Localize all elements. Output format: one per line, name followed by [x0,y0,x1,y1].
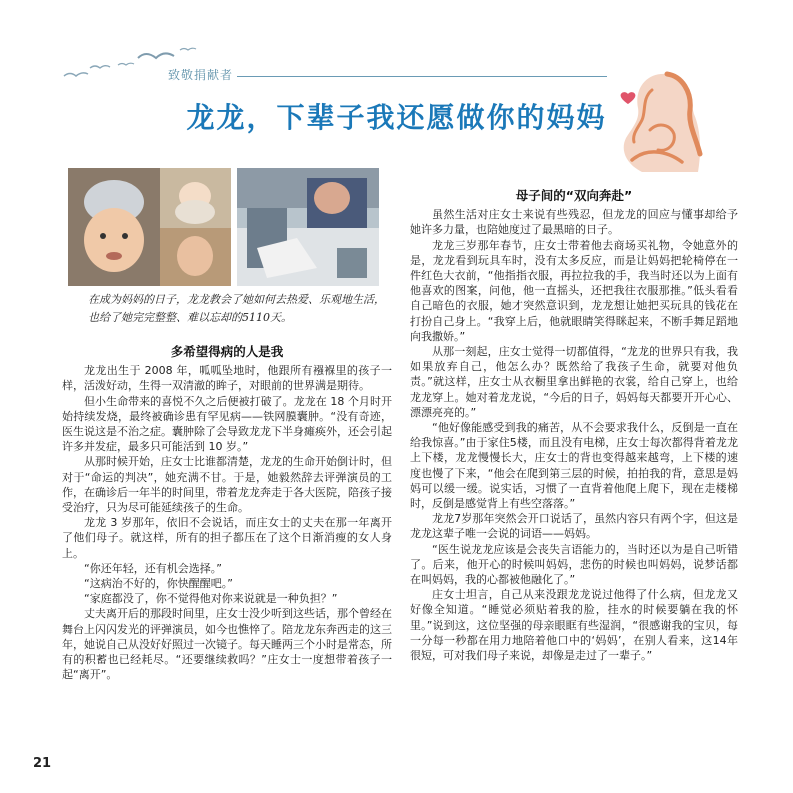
section-tag: 致敬捐献者 [168,68,234,82]
paragraph: 从那时候开始，庄女士比谁都清楚，龙龙的生命开始倒计时，但对于“命运的判决”，她充满不甘。于是，她毅然辞去评弹演员的工作，在确诊后一年半的时间里，带着龙龙奔走于各大医院，陪孩子接受治疗，只为尽可能延续孩子的生命。 [62,455,392,515]
photo-caption: 在成为妈妈的日子，龙龙教会了她如何去热爱、乐观地生活，也给了她完完整整、难以忘却的5110天。 [88,293,385,324]
article-title: 龙龙，下辈子我还愿做你的妈妈 [186,101,607,134]
paragraph: “他好像能感受到我的痛苦，从不会要求我什么，反倒是一直在给我惊喜。”由于家住5楼，而且没有电梯，庄女士每次都得背着龙龙上下楼，龙龙慢慢长大，庄女士的背也变得越来越弯，上下楼的速度也慢了下来，“他会在爬到第三层的时候，拍拍我的背，意思是妈妈可以缓一缓。说实话，习惯了一直背着他爬上爬下，现在走楼梯时，反倒是感觉背上有些空落落。” [410,421,738,511]
right-column [410,188,738,663]
left-column [62,344,392,682]
paragraph: “这病治不好的，你快醒醒吧。” [84,577,233,591]
paragraph: 龙龙出生于 2008 年，呱呱坠地时，他跟所有襁褓里的孩子一样，活泼好动，生得一双清澈的眸子，对眼前的世界满是期待。 [62,364,392,393]
paragraph: 丈夫离开后的那段时间里，庄女士没少听到这些话，那个曾经在舞台上闪闪发光的评弹演员，如今也憔悴了。陪龙龙东奔西走的这三年，她说自己从没好好照过一次镜子。每天睡两三个小时是常态，所有的积蓄也已经耗尽。“还要继续救吗？”庄女士一度想带着孩子一起“离开”。 [62,607,392,682]
left-section-heading: 多希望得病的人是我 [170,344,284,359]
paragraph: 龙龙7岁那年突然会开口说话了，虽然内容只有两个字，但这是龙龙这辈子唯一会说的词语——妈妈。 [410,512,738,541]
paragraph: 庄女士坦言，自己从来没跟龙龙说过他得了什么病，但龙龙又好像全知道。“睡觉必须贴着我的脸，挂水的时候要躺在我的怀里。”说到这，这位坚强的母亲眼眶有些湿润，“很感谢我的宝贝，每一分每一秒都在用力地陪着他口中的‘妈妈’，在别人看来，这14年很短，可对我们母子来说，却像是走过了一辈子。” [410,588,738,663]
right-section-heading: 母子间的“双向奔赴” [515,188,633,203]
paragraph: 虽然生活对庄女士来说有些残忍，但龙龙的回应与懂事却给予她许多力量，也陪她度过了最黑暗的日子。 [410,208,738,237]
paragraph: 龙龙三岁那年春节，庄女士带着他去商场买礼物，令她意外的是，龙龙看到玩具车时，没有太多反应，而是让妈妈把轮椅停在一件红色大衣前，“他指指衣服，再拉拉我的手，我当时还以为上面有他喜欢的图案，问他，他一直摇头，还把我往衣服那推。”低头看看自己暗色的衣服，她才突然意识到，龙龙想让她把买玩具的钱花在打扮自己身上。“我穿上后，他就眼睛笑得眯起来，不断手舞足蹈地向我撒娇。” [410,238,738,343]
header-divider [237,76,607,77]
paragraph: “家庭都没了，你不觉得他对你来说就是一种负担？” [84,592,338,606]
paragraph: “医生说龙龙应该是会丧失言语能力的，当时还以为是自己听错了。后来，他开心的时候叫妈妈，悲伤的时候也叫妈妈，说梦话都在叫妈妈，我的心都被他融化了。” [410,542,738,587]
paragraph: “你还年轻，还有机会选择。” [84,561,222,575]
page-number: 21 [33,756,52,771]
paragraph: 从那一刻起，庄女士觉得一切都值得，“龙龙的世界只有我，我如果放弃自己，他怎么办？既然给了我孩子生命，就要对他负责。”就这样，庄女士从衣橱里拿出鲜艳的衣裳，给自己穿上，也给龙龙穿上。她对着龙龙说，“今后的日子，妈妈每天都要开开心心、漂漂亮亮的。” [410,345,738,419]
paragraph: 龙龙 3 岁那年，依旧不会说话，而庄女士的丈夫在那一年离开了他们母子。就这样，所有的担子都压在了这个日渐消瘦的女人身上。 [62,516,392,560]
paragraph: 但小生命带来的喜悦不久之后便被打破了。龙龙在 18 个月时开始持续发烧，最终被确诊患有罕见病——铁网膜囊肿。“没有奇迹，医生说这是不治之症。囊肿除了会导致龙龙下半身瘫痪外，还会引起许多并发症，最多只可能活到 10 岁。” [62,394,392,454]
baby-photo-collage [68,168,231,286]
child-in-hospital-photo [237,168,379,286]
